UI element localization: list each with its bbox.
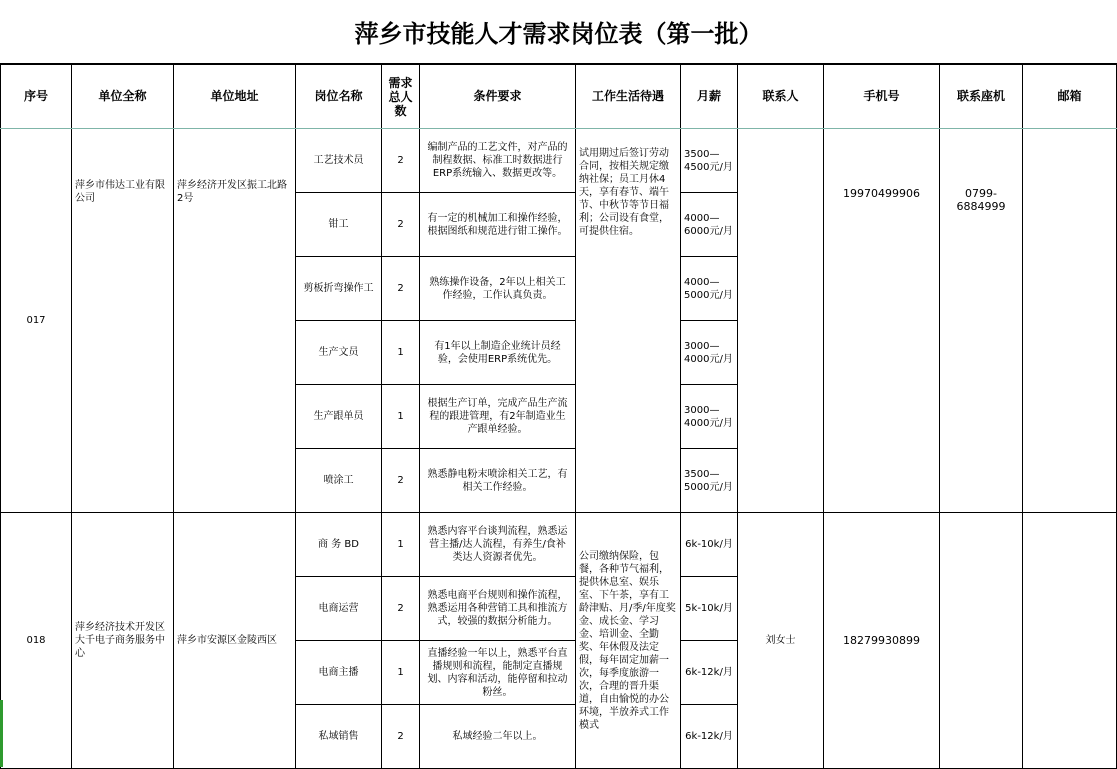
table-row [1,513,1117,577]
position-requirements: 熟悉电商平台规则和操作流程，熟悉运用各种营销工具和推流方式，较强的数据分析能力。 [420,577,576,641]
position-name: 电商运营 [296,577,382,641]
company-address-cell: 萍乡市安源区金陵西区 [174,513,296,769]
position-requirements: 直播经验一年以上，熟悉平台直播规则和流程，能制定直播规划、内容和活动，能停留和拉动粉丝。 [420,641,576,705]
position-name: 工艺技术员 [296,129,382,193]
position-name: 电商主播 [296,641,382,705]
benefits-cell: 试用期过后签订劳动合同，按相关规定缴纳社保；员工月休4天，享有春节、端午节、中秋节等节日福利；公司设有食堂，可提供住宿。 [576,129,681,513]
email-cell [1023,129,1117,513]
position-requirements: 有1年以上制造企业统计员经验，会使用ERP系统优先。 [420,321,576,385]
position-name: 剪板折弯操作工 [296,257,382,321]
position-count: 1 [382,321,420,385]
position-count: 2 [382,577,420,641]
email-cell [1023,513,1117,769]
position-name: 私域销售 [296,705,382,769]
contact-cell [738,129,824,513]
position-name: 生产跟单员 [296,385,382,449]
job-table [0,64,1117,769]
header-count: 需求总人数 [382,65,420,129]
position-count: 2 [382,705,420,769]
position-salary: 4000—6000元/月 [681,193,738,257]
position-requirements: 熟练操作设备，2年以上相关工作经验，工作认真负责。 [420,257,576,321]
position-count: 2 [382,193,420,257]
header-salary: 月薪 [681,65,738,129]
position-name: 商 务 BD [296,513,382,577]
position-salary: 6k-12k/月 [681,705,738,769]
header-position: 岗位名称 [296,65,382,129]
position-requirements: 根据生产订单，完成产品生产流程的跟进管理，有2年制造业生产跟单经验。 [420,385,576,449]
header-phone: 手机号 [824,65,940,129]
position-requirements: 编制产品的工艺文件，对产品的制程数据、标准工时数据进行ERP系统输入、数据更改等。 [420,129,576,193]
position-count: 2 [382,129,420,193]
position-requirements: 私域经验二年以上。 [420,705,576,769]
position-salary: 3000—4000元/月 [681,385,738,449]
position-count: 1 [382,641,420,705]
company-name-cell: 萍乡市伟达工业有限公司 [72,129,174,513]
header-address: 单位地址 [174,65,296,129]
landline-cell: 0799-6884999 [940,129,1023,513]
seq-cell: 017 [1,129,72,513]
position-count: 2 [382,449,420,513]
position-count: 2 [382,257,420,321]
header-seq: 序号 [1,65,72,129]
position-salary: 6k-10k/月 [681,513,738,577]
header-contact: 联系人 [738,65,824,129]
position-count: 1 [382,513,420,577]
position-salary: 3500—4500元/月 [681,129,738,193]
position-salary: 5k-10k/月 [681,577,738,641]
header-email: 邮箱 [1023,65,1117,129]
company-address-cell: 萍乡经济开发区振工北路2号 [174,129,296,513]
header-requirements: 条件要求 [420,65,576,129]
position-name: 钳工 [296,193,382,257]
phone-cell: 19970499906 [824,129,940,513]
position-requirements: 有一定的机械加工和操作经验，根据图纸和规范进行钳工操作。 [420,193,576,257]
position-requirements: 熟悉静电粉末喷涂相关工艺，有相关工作经验。 [420,449,576,513]
position-name: 生产文员 [296,321,382,385]
header-row [1,65,1117,129]
position-salary: 6k-12k/月 [681,641,738,705]
header-company: 单位全称 [72,65,174,129]
company-name-cell: 萍乡经济技术开发区大千电子商务服务中心 [72,513,174,769]
landline-cell [940,513,1023,769]
page-title: 萍乡市技能人才需求岗位表（第一批） [0,0,1117,64]
position-requirements: 熟悉内容平台谈判流程，熟悉运营主播/达人流程，有养生/食补类达人资源者优先。 [420,513,576,577]
position-salary: 4000—5000元/月 [681,257,738,321]
contact-cell: 刘女士 [738,513,824,769]
table-row [1,129,1117,193]
position-salary: 3500—5000元/月 [681,449,738,513]
header-benefits: 工作生活待遇 [576,65,681,129]
position-salary: 3000—4000元/月 [681,321,738,385]
benefits-cell: 公司缴纳保险，包餐，各种节气福利，提供休息室、娱乐室、下午茶，享有工龄津贴、月/季/年度奖金、成长金、学习金、培训金、全勤奖、年休假及法定假，每年固定加薪一次，每季度旅游一次，合理的晋升渠道，自由愉悦的办公环境，半放养式工作模式 [576,513,681,769]
position-name: 喷涂工 [296,449,382,513]
header-landline: 联系座机 [940,65,1023,129]
seq-cell: 018 [1,513,72,769]
position-count: 1 [382,385,420,449]
phone-cell: 18279930899 [824,513,940,769]
selection-edge-marker [0,700,3,767]
